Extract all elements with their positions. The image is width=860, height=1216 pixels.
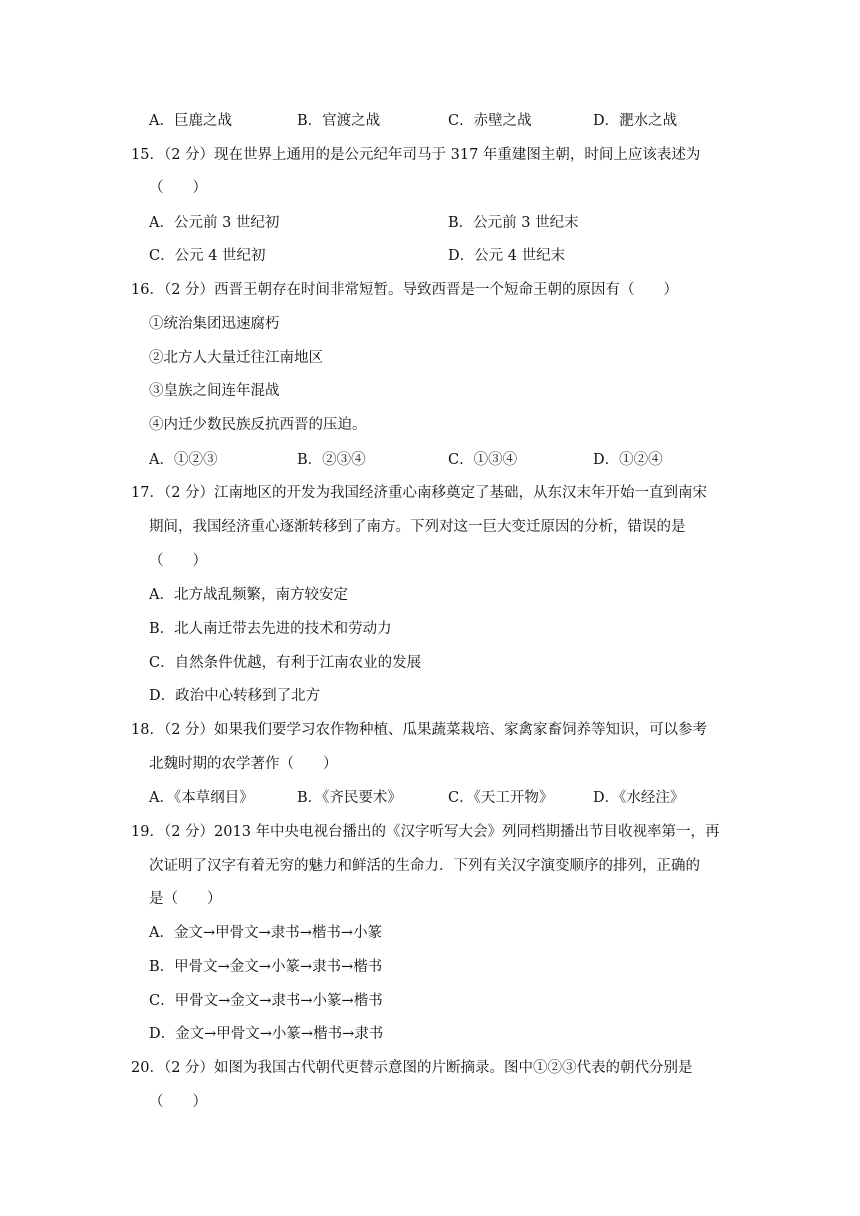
q15-option-b: B．公元前 3 世纪末	[448, 215, 579, 231]
q16-item-3: ③皇族之间连年混战	[149, 383, 280, 399]
q15-option-a: A．公元前 3 世纪初	[149, 215, 280, 231]
q15-stem-line2: （ ）	[149, 180, 207, 196]
q19-option-a: A．金文→甲骨文→隶书→楷书→小篆	[149, 925, 383, 941]
q15-option-d: D．公元 4 世纪末	[448, 248, 566, 264]
q18-option-c: C．《天工开物》	[448, 790, 554, 806]
q14-option-c: C．赤壁之战	[448, 113, 532, 129]
q19-option-d: D．金文→甲骨文→小篆→楷书→隶书	[149, 1026, 384, 1042]
q19-option-b: B．甲骨文→金文→小篆→隶书→楷书	[149, 959, 383, 975]
q16-item-2: ②北方人大量迁往江南地区	[149, 350, 323, 366]
q16-option-d: D．①②④	[593, 452, 663, 468]
q18-stem-line1: 18．（2 分）如果我们要学习农作物种植、瓜果蔬菜栽培、家禽家畜饲养等知识，可以参考	[131, 722, 708, 738]
q18-option-a: A．《本草纲目》	[149, 790, 254, 806]
q14-option-b: B．官渡之战	[297, 113, 381, 129]
q17-option-d: D．政治中心转移到了北方	[149, 688, 321, 704]
q18-option-b: B．《齐民要术》	[297, 790, 402, 806]
q17-option-b: B．北人南迁带去先进的技术和劳动力	[149, 621, 392, 637]
q19-stem-line2: 次证明了汉字有着无穷的魅力和鲜活的生命力．下列有关汉字演变顺序的排列，正确的	[149, 858, 700, 874]
q20-stem-line2: （ ）	[149, 1094, 207, 1110]
q16-option-c: C．①③④	[448, 452, 518, 468]
q16-stem-line1: 16．（2 分）西晋王朝存在时间非常短暂。导致西晋是一个短命王朝的原因有（ ）	[131, 282, 679, 298]
q15-stem-line1: 15．（2 分）现在世界上通用的是公元纪年司马于 317 年重建图主朝，时间上应该表述为	[131, 147, 701, 163]
q20-stem-line1: 20．（2 分）如图为我国古代朝代更替示意图的片断摘录。图中①②③代表的朝代分别是	[131, 1060, 693, 1076]
q18-stem-line2: 北魏时期的农学著作（ ）	[149, 756, 338, 772]
q19-option-c: C．甲骨文→金文→隶书→小篆→楷书	[149, 993, 383, 1009]
q17-stem-line3: （ ）	[149, 553, 207, 569]
q17-stem-line1: 17．（2 分）江南地区的开发为我国经济重心南移奠定了基础，从东汉末年开始一直到南宋	[131, 485, 708, 501]
q16-option-a: A．①②③	[149, 452, 218, 468]
q18-option-d: D．《水经注》	[593, 790, 685, 806]
q16-item-1: ①统治集团迅速腐朽	[149, 316, 280, 332]
q17-stem-line2: 期间，我国经济重心逐渐转移到了南方。下列对这一巨大变迁原因的分析，错误的是	[149, 519, 686, 535]
q17-option-c: C．自然条件优越，有利于江南农业的发展	[149, 655, 422, 671]
q16-item-4: ④内迁少数民族反抗西晋的压迫。	[149, 417, 367, 433]
q14-option-a: A．巨鹿之战	[149, 113, 232, 129]
q19-stem-line3: 是（ ）	[149, 891, 222, 907]
q16-option-b: B．②③④	[297, 452, 366, 468]
q14-option-d: D．淝水之战	[593, 113, 678, 129]
q19-stem-line1: 19．（2 分）2013 年中央电视台播出的《汉字听写大会》列同档期播出节目收视率第一，再	[131, 824, 720, 840]
q17-option-a: A．北方战乱频繁，南方较安定	[149, 587, 348, 603]
q15-option-c: C．公元 4 世纪初	[149, 248, 266, 264]
